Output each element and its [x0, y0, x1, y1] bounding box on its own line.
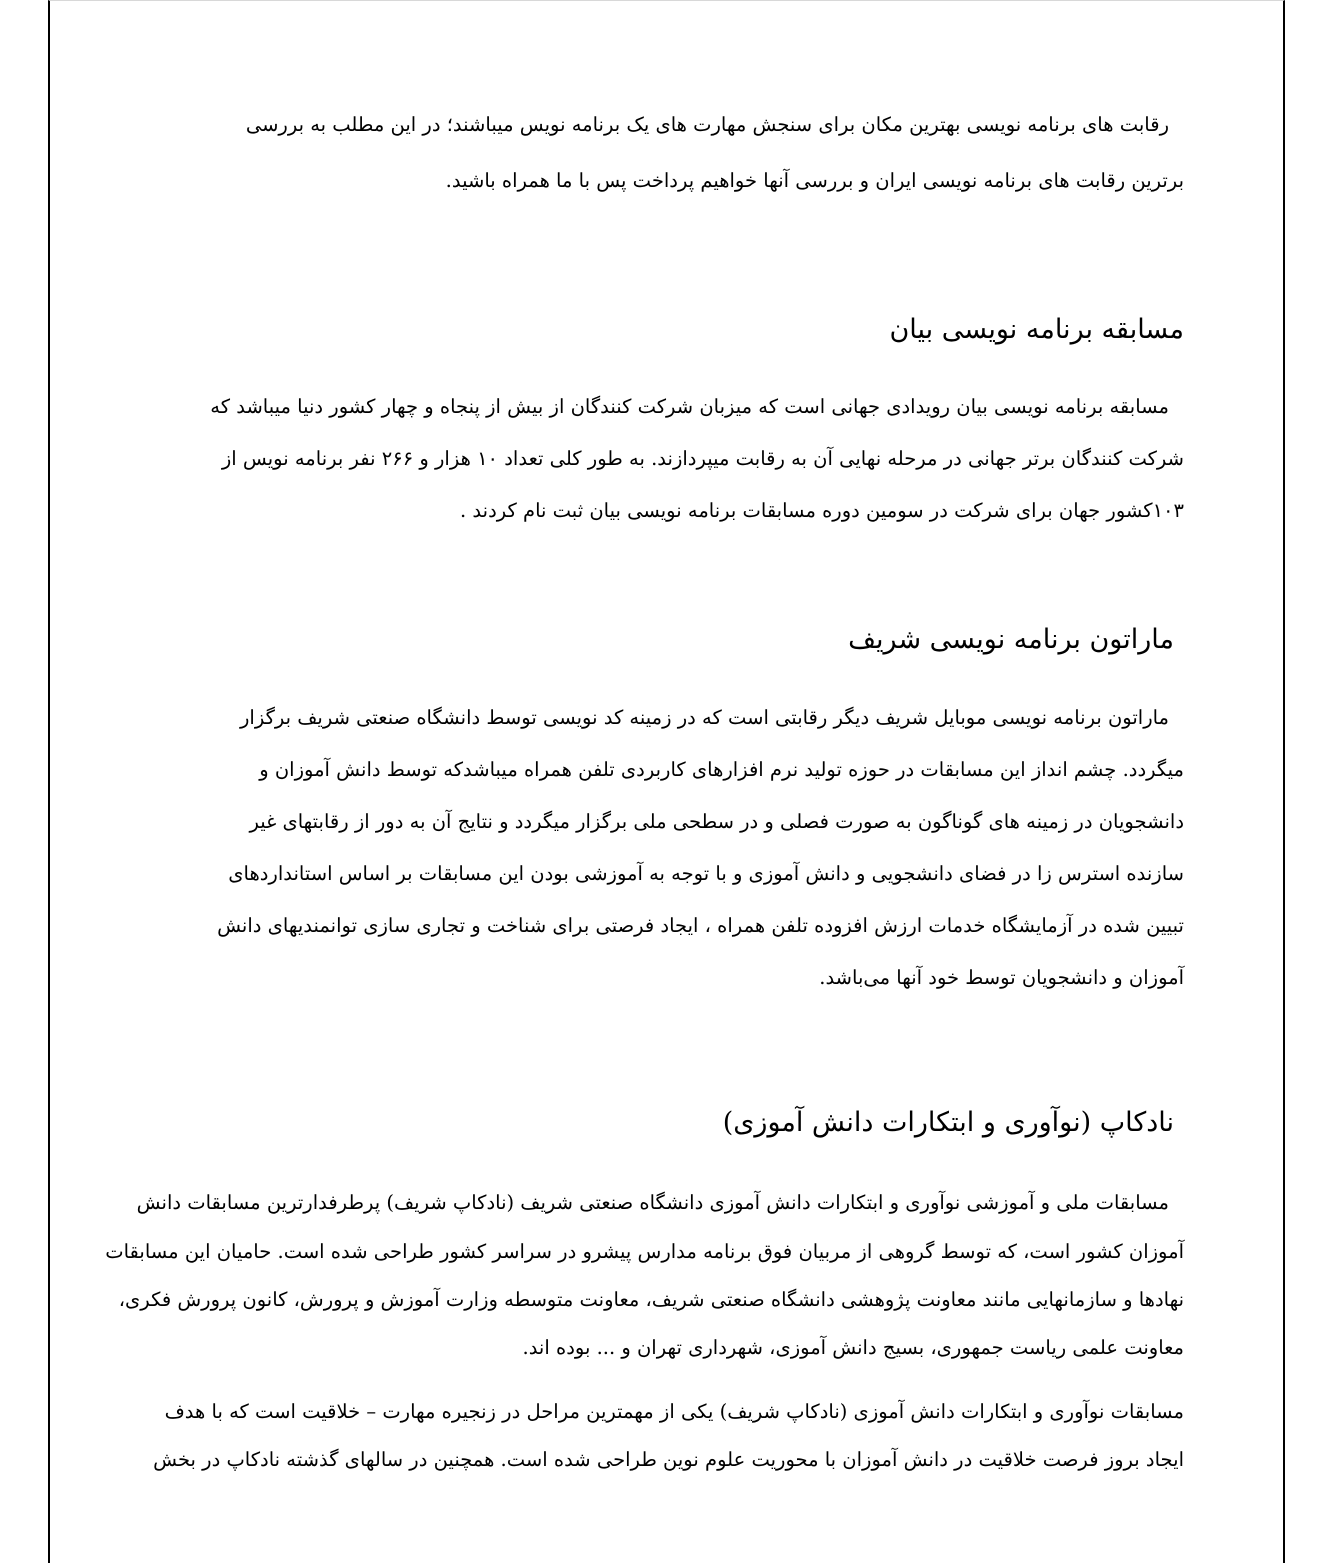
section-heading: نادکاپ (نوآوری و ابتکارات دانش آموزی)	[722, 1107, 1174, 1138]
paragraph-line: مسابقات نوآوری و ابتکارات دانش آموزی (نادکاپ شریف) یکی از مهمترین مراحل در زنجیره مهارت – خلاقیت است که با هدف	[164, 1400, 1184, 1423]
paragraph-line: مسابقات ملی و آموزشی نوآوری و ابتکارات دانش آموزی دانشگاه صنعتی شریف (نادکاپ شریف) پرطرفدارترین مسابقات دانش	[136, 1191, 1169, 1214]
paragraph-line: ۱۰۳کشور جهان برای شرکت در سومین دوره مسابقات برنامه نویسی بیان ثبت نام کردند .	[460, 499, 1184, 522]
paragraph-line: رقابت های برنامه نویسی بهترین مکان برای سنجش مهارت های یک برنامه نویس میباشند؛ در این مطلب به بررسی	[245, 113, 1169, 136]
paragraph-line: مسابقه برنامه نویسی بیان رویدادی جهانی است که میزبان شرکت کنندگان از بیش از پنجاه و چهار کشور دنیا میباشد که	[210, 395, 1169, 418]
paragraph-line: ایجاد بروز فرصت خلاقیت در دانش آموزان با محوریت علوم نوین طراحی شده است. همچنین در سالهای گذشته نادکاپ در بخش	[153, 1448, 1184, 1471]
paragraph-line: تبیین شده در آزمایشگاه خدمات ارزش افزوده تلفن همراه ، ایجاد فرصتی برای شناخت و تجاری سازی توانمندیهای دانش	[217, 914, 1184, 937]
paragraph-line: آموزان و دانشجویان توسط خود آنها می‌باشد.	[819, 966, 1184, 989]
paragraph-line: نهادها و سازمانهایی مانند معاونت پژوهشی دانشگاه صنعتی شریف، معاونت متوسطه وزارت آموزش و پرورش، کانون پرورش فکری،	[118, 1288, 1184, 1311]
paragraph-line: سازنده استرس زا در فضای دانشجویی و دانش آموزی و با توجه به آموزشی بودن این مسابقات بر اساس استانداردهای	[228, 862, 1184, 885]
paragraph-line: دانشجویان در زمینه های گوناگون به صورت فصلی و در سطحی ملی برگزار میگردد و نتایج آن به دور از رقابتهای غیر	[249, 810, 1184, 833]
paragraph-line: معاونت علمی ریاست جمهوری، بسیج دانش آموزی، شهرداری تهران و ... بوده اند.	[522, 1336, 1184, 1359]
section-heading: ماراتون برنامه نویسی شریف	[848, 624, 1174, 655]
paragraph-line: میگردد. چشم انداز این مسابقات در حوزه تولید نرم افزارهای کاربردی تلفن همراه میباشدکه توسط دانش آموزان و	[259, 758, 1184, 781]
paragraph-line: برترین رقابت های برنامه نویسی ایران و بررسی آنها خواهیم پرداخت پس با ما همراه باشید.	[445, 169, 1184, 192]
paragraph-line: آموزان کشور است، که توسط گروهی از مربیان فوق برنامه مدارس پیشرو در سراسر کشور طراحی شده است. حامیان این مسابقات	[105, 1240, 1184, 1263]
paragraph-line: شرکت کنندگان برتر جهانی در مرحله نهایی آن به رقابت میپردازند. به طور کلی تعداد ۱۰ هزار و ۲۶۶ نفر برنامه نویس از	[221, 447, 1184, 470]
section-heading: مسابقه برنامه نویسی بیان	[889, 314, 1184, 345]
paragraph-line: ماراتون برنامه نویسی موبایل شریف دیگر رقابتی است که در زمینه کد نویسی توسط دانشگاه صنعتی شریف برگزار	[239, 706, 1169, 729]
